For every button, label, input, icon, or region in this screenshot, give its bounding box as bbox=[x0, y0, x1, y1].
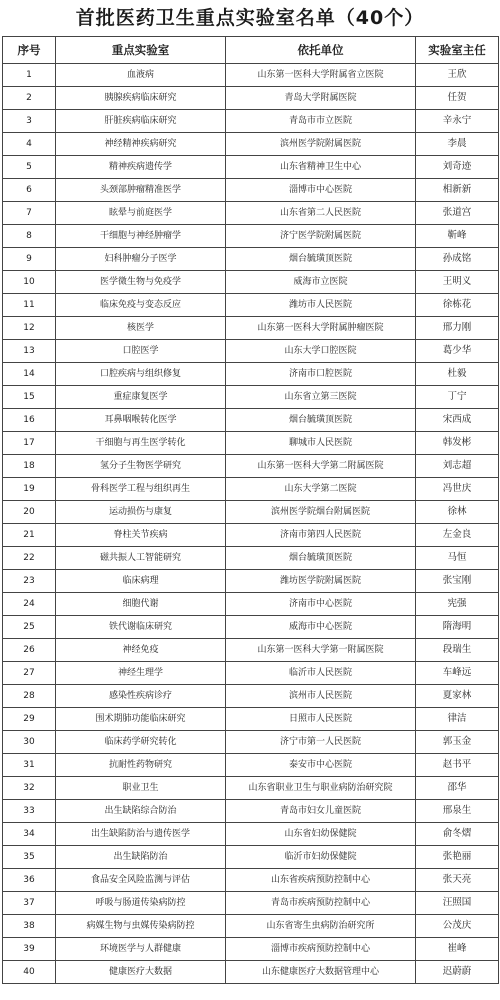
cell-director: 马恒 bbox=[416, 547, 499, 570]
cell-lab: 耳鼻咽喉转化医学 bbox=[56, 409, 226, 432]
lab-roster-table bbox=[2, 36, 499, 984]
cell-lab: 临床病理 bbox=[56, 570, 226, 593]
table-row bbox=[3, 869, 499, 892]
cell-unit: 日照市人民医院 bbox=[226, 708, 416, 731]
cell-seq: 1 bbox=[3, 64, 56, 87]
table-row bbox=[3, 800, 499, 823]
cell-seq: 36 bbox=[3, 869, 56, 892]
cell-unit: 山东健康医疗大数据管理中心 bbox=[226, 961, 416, 984]
cell-director: 车峰远 bbox=[416, 662, 499, 685]
cell-lab: 健康医疗大数据 bbox=[56, 961, 226, 984]
cell-unit: 烟台毓璜顶医院 bbox=[226, 409, 416, 432]
cell-director: 崔峰 bbox=[416, 938, 499, 961]
table-row bbox=[3, 501, 499, 524]
cell-lab: 感染性疾病诊疗 bbox=[56, 685, 226, 708]
cell-seq: 38 bbox=[3, 915, 56, 938]
cell-lab: 氢分子生物医学研究 bbox=[56, 455, 226, 478]
cell-director: 律洁 bbox=[416, 708, 499, 731]
table-row bbox=[3, 547, 499, 570]
cell-director: 俞冬熠 bbox=[416, 823, 499, 846]
cell-unit: 青岛大学附属医院 bbox=[226, 87, 416, 110]
table-row bbox=[3, 409, 499, 432]
table-row bbox=[3, 593, 499, 616]
cell-director: 靳峰 bbox=[416, 225, 499, 248]
header-director: 实验室主任 bbox=[416, 37, 499, 64]
cell-seq: 17 bbox=[3, 432, 56, 455]
cell-director: 任贺 bbox=[416, 87, 499, 110]
cell-lab: 血液病 bbox=[56, 64, 226, 87]
cell-seq: 13 bbox=[3, 340, 56, 363]
cell-director: 邵华 bbox=[416, 777, 499, 800]
cell-director: 丁宁 bbox=[416, 386, 499, 409]
table-header bbox=[3, 37, 499, 64]
cell-director: 韩发彬 bbox=[416, 432, 499, 455]
table-row bbox=[3, 271, 499, 294]
cell-unit: 临沂市人民医院 bbox=[226, 662, 416, 685]
cell-unit: 泰安市中心医院 bbox=[226, 754, 416, 777]
table-row bbox=[3, 662, 499, 685]
cell-unit: 淄博市中心医院 bbox=[226, 179, 416, 202]
cell-lab: 神经免疫 bbox=[56, 639, 226, 662]
table-row bbox=[3, 708, 499, 731]
cell-director: 公茂庆 bbox=[416, 915, 499, 938]
table-row bbox=[3, 731, 499, 754]
cell-seq: 7 bbox=[3, 202, 56, 225]
cell-unit: 山东省精神卫生中心 bbox=[226, 156, 416, 179]
cell-unit: 济南市口腔医院 bbox=[226, 363, 416, 386]
cell-unit: 山东第一医科大学第二附属医院 bbox=[226, 455, 416, 478]
cell-unit: 山东省第二人民医院 bbox=[226, 202, 416, 225]
cell-unit: 滨州医学院烟台附属医院 bbox=[226, 501, 416, 524]
cell-lab: 临床药学研究转化 bbox=[56, 731, 226, 754]
cell-director: 辛永宁 bbox=[416, 110, 499, 133]
cell-seq: 31 bbox=[3, 754, 56, 777]
cell-lab: 食品安全风险监测与评估 bbox=[56, 869, 226, 892]
cell-lab: 干细胞与神经肿瘤学 bbox=[56, 225, 226, 248]
cell-unit: 济宁市第一人民医院 bbox=[226, 731, 416, 754]
document-title: 首批医药卫生重点实验室名单（40个） bbox=[75, 7, 425, 29]
cell-director: 邢泉生 bbox=[416, 800, 499, 823]
table-row bbox=[3, 524, 499, 547]
cell-director: 张道宫 bbox=[416, 202, 499, 225]
cell-seq: 8 bbox=[3, 225, 56, 248]
cell-unit: 聊城市人民医院 bbox=[226, 432, 416, 455]
table-row bbox=[3, 961, 499, 984]
cell-director: 孙成铭 bbox=[416, 248, 499, 271]
cell-director: 夏家林 bbox=[416, 685, 499, 708]
cell-unit: 威海市中心医院 bbox=[226, 616, 416, 639]
cell-director: 邢力刚 bbox=[416, 317, 499, 340]
cell-seq: 28 bbox=[3, 685, 56, 708]
cell-lab: 神经精神疾病研究 bbox=[56, 133, 226, 156]
cell-seq: 18 bbox=[3, 455, 56, 478]
header-unit: 依托单位 bbox=[226, 37, 416, 64]
cell-director: 王明义 bbox=[416, 271, 499, 294]
cell-unit: 潍坊医学院附属医院 bbox=[226, 570, 416, 593]
cell-lab: 出生缺陷防治 bbox=[56, 846, 226, 869]
cell-lab: 头颈部肿瘤精准医学 bbox=[56, 179, 226, 202]
cell-lab: 神经生理学 bbox=[56, 662, 226, 685]
table-row bbox=[3, 478, 499, 501]
cell-lab: 铁代谢临床研究 bbox=[56, 616, 226, 639]
cell-seq: 15 bbox=[3, 386, 56, 409]
table-row bbox=[3, 110, 499, 133]
cell-lab: 妇科肿瘤分子医学 bbox=[56, 248, 226, 271]
cell-unit: 烟台毓璜顶医院 bbox=[226, 547, 416, 570]
cell-seq: 11 bbox=[3, 294, 56, 317]
cell-lab: 细胞代谢 bbox=[56, 593, 226, 616]
cell-lab: 骨科医学工程与组织再生 bbox=[56, 478, 226, 501]
cell-unit: 济南市第四人民医院 bbox=[226, 524, 416, 547]
cell-lab: 眩晕与前庭医学 bbox=[56, 202, 226, 225]
header-row bbox=[3, 37, 499, 64]
cell-unit: 滨州医学院附属医院 bbox=[226, 133, 416, 156]
cell-seq: 30 bbox=[3, 731, 56, 754]
table-row bbox=[3, 823, 499, 846]
table-row bbox=[3, 892, 499, 915]
cell-director: 刘志超 bbox=[416, 455, 499, 478]
cell-unit: 山东大学口腔医院 bbox=[226, 340, 416, 363]
cell-seq: 10 bbox=[3, 271, 56, 294]
cell-director: 隋海明 bbox=[416, 616, 499, 639]
cell-director: 相新新 bbox=[416, 179, 499, 202]
cell-seq: 37 bbox=[3, 892, 56, 915]
table-row bbox=[3, 386, 499, 409]
cell-director: 刘奇迹 bbox=[416, 156, 499, 179]
cell-director: 宋西成 bbox=[416, 409, 499, 432]
cell-unit: 青岛市妇女儿童医院 bbox=[226, 800, 416, 823]
cell-seq: 12 bbox=[3, 317, 56, 340]
table-row bbox=[3, 317, 499, 340]
cell-lab: 脊柱关节疾病 bbox=[56, 524, 226, 547]
cell-seq: 16 bbox=[3, 409, 56, 432]
cell-seq: 2 bbox=[3, 87, 56, 110]
cell-seq: 23 bbox=[3, 570, 56, 593]
table-row bbox=[3, 938, 499, 961]
cell-unit: 山东第一医科大学附属肿瘤医院 bbox=[226, 317, 416, 340]
cell-unit: 滨州市人民医院 bbox=[226, 685, 416, 708]
cell-director: 李晨 bbox=[416, 133, 499, 156]
cell-unit: 临沂市妇幼保健院 bbox=[226, 846, 416, 869]
cell-unit: 山东省立第三医院 bbox=[226, 386, 416, 409]
cell-seq: 39 bbox=[3, 938, 56, 961]
cell-seq: 3 bbox=[3, 110, 56, 133]
cell-lab: 病媒生物与虫媒传染病防控 bbox=[56, 915, 226, 938]
cell-director: 王欣 bbox=[416, 64, 499, 87]
cell-seq: 29 bbox=[3, 708, 56, 731]
cell-unit: 青岛市疾病预防控制中心 bbox=[226, 892, 416, 915]
table-row bbox=[3, 754, 499, 777]
header-seq: 序号 bbox=[3, 37, 56, 64]
cell-lab: 胰腺疾病临床研究 bbox=[56, 87, 226, 110]
table-row bbox=[3, 133, 499, 156]
cell-lab: 精神疾病遗传学 bbox=[56, 156, 226, 179]
cell-lab: 口腔医学 bbox=[56, 340, 226, 363]
cell-unit: 青岛市市立医院 bbox=[226, 110, 416, 133]
cell-seq: 27 bbox=[3, 662, 56, 685]
table-row bbox=[3, 915, 499, 938]
cell-director: 葛少华 bbox=[416, 340, 499, 363]
cell-seq: 14 bbox=[3, 363, 56, 386]
cell-seq: 4 bbox=[3, 133, 56, 156]
cell-lab: 磁共振人工智能研究 bbox=[56, 547, 226, 570]
cell-seq: 5 bbox=[3, 156, 56, 179]
table-row bbox=[3, 455, 499, 478]
cell-unit: 山东大学第二医院 bbox=[226, 478, 416, 501]
table-row bbox=[3, 685, 499, 708]
cell-unit: 山东省职业卫生与职业病防治研究院 bbox=[226, 777, 416, 800]
cell-lab: 环境医学与人群健康 bbox=[56, 938, 226, 961]
cell-seq: 32 bbox=[3, 777, 56, 800]
cell-unit: 潍坊市人民医院 bbox=[226, 294, 416, 317]
cell-director: 郭玉金 bbox=[416, 731, 499, 754]
cell-seq: 21 bbox=[3, 524, 56, 547]
cell-seq: 22 bbox=[3, 547, 56, 570]
table-row bbox=[3, 616, 499, 639]
cell-unit: 威海市立医院 bbox=[226, 271, 416, 294]
table-body bbox=[3, 64, 499, 984]
cell-unit: 济宁医学院附属医院 bbox=[226, 225, 416, 248]
cell-director: 徐栋花 bbox=[416, 294, 499, 317]
cell-director: 张艳丽 bbox=[416, 846, 499, 869]
cell-lab: 临床免疫与变态反应 bbox=[56, 294, 226, 317]
cell-unit: 山东第一医科大学第一附属医院 bbox=[226, 639, 416, 662]
table-row bbox=[3, 202, 499, 225]
cell-lab: 抗耐性药物研究 bbox=[56, 754, 226, 777]
cell-lab: 运动损伤与康复 bbox=[56, 501, 226, 524]
cell-lab: 医学微生物与免疫学 bbox=[56, 271, 226, 294]
cell-director: 徐林 bbox=[416, 501, 499, 524]
cell-director: 左金良 bbox=[416, 524, 499, 547]
cell-director: 汪照国 bbox=[416, 892, 499, 915]
cell-director: 段瑞生 bbox=[416, 639, 499, 662]
header-lab: 重点实验室 bbox=[56, 37, 226, 64]
cell-lab: 口腔疾病与组织修复 bbox=[56, 363, 226, 386]
cell-lab: 围术期肺功能临床研究 bbox=[56, 708, 226, 731]
table-row bbox=[3, 64, 499, 87]
cell-lab: 呼吸与肠道传染病防控 bbox=[56, 892, 226, 915]
table-row bbox=[3, 294, 499, 317]
cell-seq: 33 bbox=[3, 800, 56, 823]
table-row bbox=[3, 87, 499, 110]
cell-unit: 山东省疾病预防控制中心 bbox=[226, 869, 416, 892]
cell-lab: 干细胞与再生医学转化 bbox=[56, 432, 226, 455]
table-row bbox=[3, 225, 499, 248]
table-row bbox=[3, 777, 499, 800]
cell-seq: 25 bbox=[3, 616, 56, 639]
cell-director: 赵书平 bbox=[416, 754, 499, 777]
table-row bbox=[3, 432, 499, 455]
cell-director: 张宝刚 bbox=[416, 570, 499, 593]
cell-seq: 6 bbox=[3, 179, 56, 202]
table-row bbox=[3, 248, 499, 271]
cell-lab: 职业卫生 bbox=[56, 777, 226, 800]
cell-seq: 20 bbox=[3, 501, 56, 524]
table-row bbox=[3, 363, 499, 386]
table-row bbox=[3, 179, 499, 202]
cell-director: 迟蔚蔚 bbox=[416, 961, 499, 984]
cell-lab: 出生缺陷综合防治 bbox=[56, 800, 226, 823]
cell-unit: 山东省寄生虫病防治研究所 bbox=[226, 915, 416, 938]
table-row bbox=[3, 570, 499, 593]
table-row bbox=[3, 156, 499, 179]
cell-director: 宪强 bbox=[416, 593, 499, 616]
table-row bbox=[3, 846, 499, 869]
cell-seq: 9 bbox=[3, 248, 56, 271]
cell-lab: 肝脏疾病临床研究 bbox=[56, 110, 226, 133]
cell-unit: 淄博市疾病预防控制中心 bbox=[226, 938, 416, 961]
cell-seq: 34 bbox=[3, 823, 56, 846]
cell-seq: 19 bbox=[3, 478, 56, 501]
cell-lab: 重症康复医学 bbox=[56, 386, 226, 409]
cell-seq: 26 bbox=[3, 639, 56, 662]
cell-unit: 济南市中心医院 bbox=[226, 593, 416, 616]
cell-seq: 24 bbox=[3, 593, 56, 616]
cell-director: 张天亮 bbox=[416, 869, 499, 892]
cell-unit: 烟台毓璜顶医院 bbox=[226, 248, 416, 271]
cell-seq: 35 bbox=[3, 846, 56, 869]
table-row bbox=[3, 340, 499, 363]
cell-director: 冯世庆 bbox=[416, 478, 499, 501]
cell-lab: 出生缺陷防治与遗传医学 bbox=[56, 823, 226, 846]
cell-director: 杜毅 bbox=[416, 363, 499, 386]
table-row bbox=[3, 639, 499, 662]
cell-lab: 核医学 bbox=[56, 317, 226, 340]
cell-unit: 山东省妇幼保健院 bbox=[226, 823, 416, 846]
cell-seq: 40 bbox=[3, 961, 56, 984]
cell-unit: 山东第一医科大学附属省立医院 bbox=[226, 64, 416, 87]
